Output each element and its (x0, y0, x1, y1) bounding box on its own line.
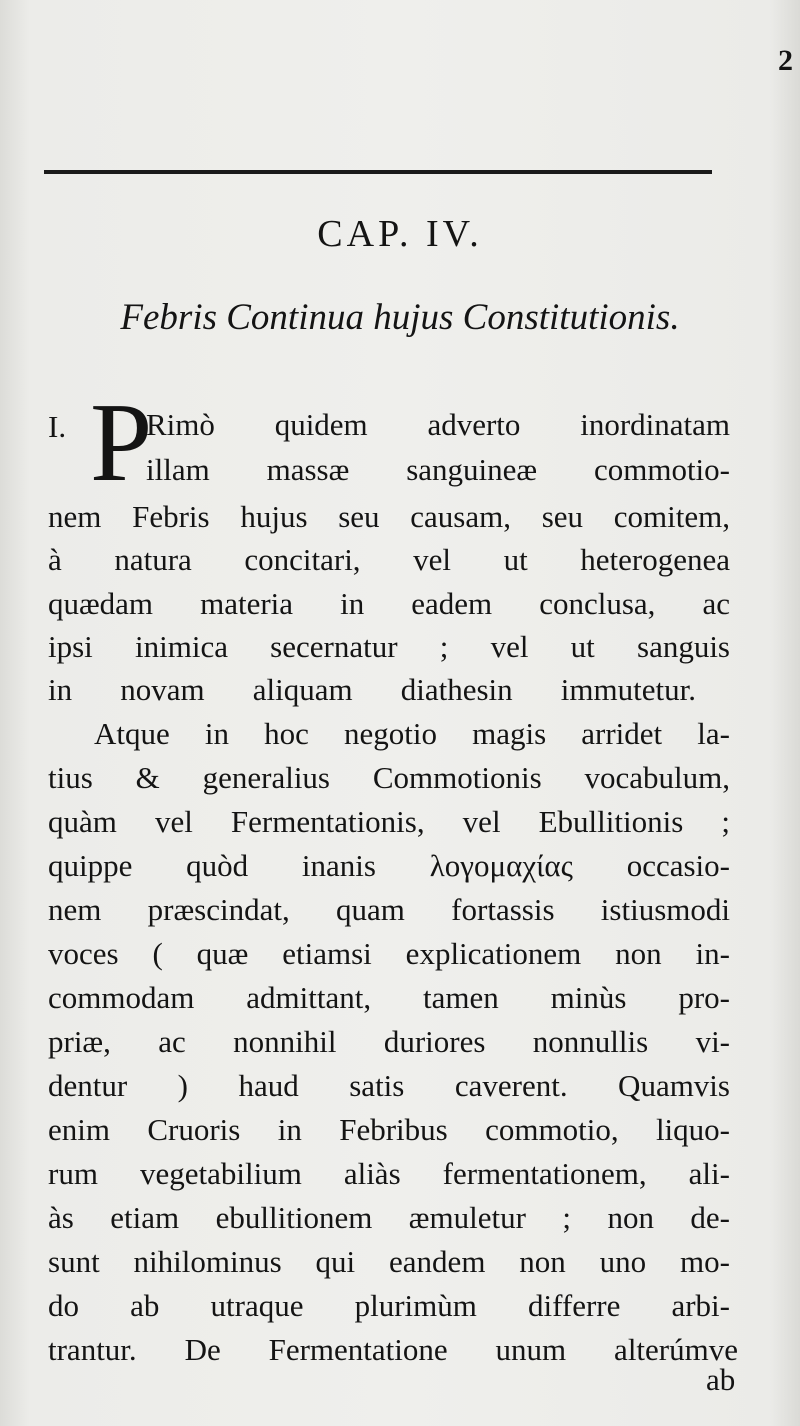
text-line: às etiam ebullitionem æmuletur ; non de- (48, 1200, 730, 1235)
page-number: 2 (778, 44, 793, 77)
text-line: trantur. De Fermentatione unum alterúmve (48, 1332, 738, 1367)
text-line: ipsi inimica secernatur ; vel ut sanguis (48, 629, 730, 664)
drop-cap: P (90, 381, 153, 505)
text-line: dentur ) haud satis caverent. Quamvis (48, 1068, 730, 1103)
text-line: in novam aliquam diathesin immutetur. (48, 672, 696, 707)
chapter-title: Febris Continua hujus Constitutionis. (120, 297, 680, 338)
text-line: enim Cruoris in Febribus commotio, liquo- (48, 1112, 730, 1147)
text-line: tius & generalius Commotionis vocabulum, (48, 760, 730, 795)
header-rule (44, 170, 712, 174)
text-line: priæ, ac nonnihil duriores nonnullis vi- (48, 1024, 730, 1059)
text-line: nem Febris hujus seu causam, seu comitem, (48, 499, 730, 534)
text-line: voces ( quæ etiamsi explicationem non in- (48, 936, 730, 971)
text-line: do ab utraque plurimùm differre arbi- (48, 1288, 730, 1323)
text-line: rum vegetabilium aliàs fermentationem, ali- (48, 1156, 730, 1191)
text-line: quippe quòd inanis λογομαχίας occasio- (48, 848, 730, 883)
text-line: quàm vel Fermentationis, vel Ebullitionis ; (48, 804, 730, 839)
text-line: illam massæ sanguineæ commotio- (146, 452, 730, 487)
text-line: à natura concitari, vel ut heterogenea (48, 542, 730, 577)
text-line: quædam materia in eadem conclusa, ac (48, 586, 730, 621)
text-line: nem præscindat, quam fortassis istiusmodi (48, 892, 730, 927)
text-line: Atque in hoc negotio magis arridet la- (94, 716, 730, 751)
catchword: ab (706, 1362, 736, 1397)
chapter-heading: CAP. IV. (317, 213, 483, 255)
text-line: commodam admittant, tamen minùs pro- (48, 980, 730, 1015)
text-line: Rimò quidem adverto inordinatam (146, 407, 730, 442)
section-number: I. (48, 409, 67, 444)
text-line: sunt nihilominus qui eandem non uno mo- (48, 1244, 730, 1279)
